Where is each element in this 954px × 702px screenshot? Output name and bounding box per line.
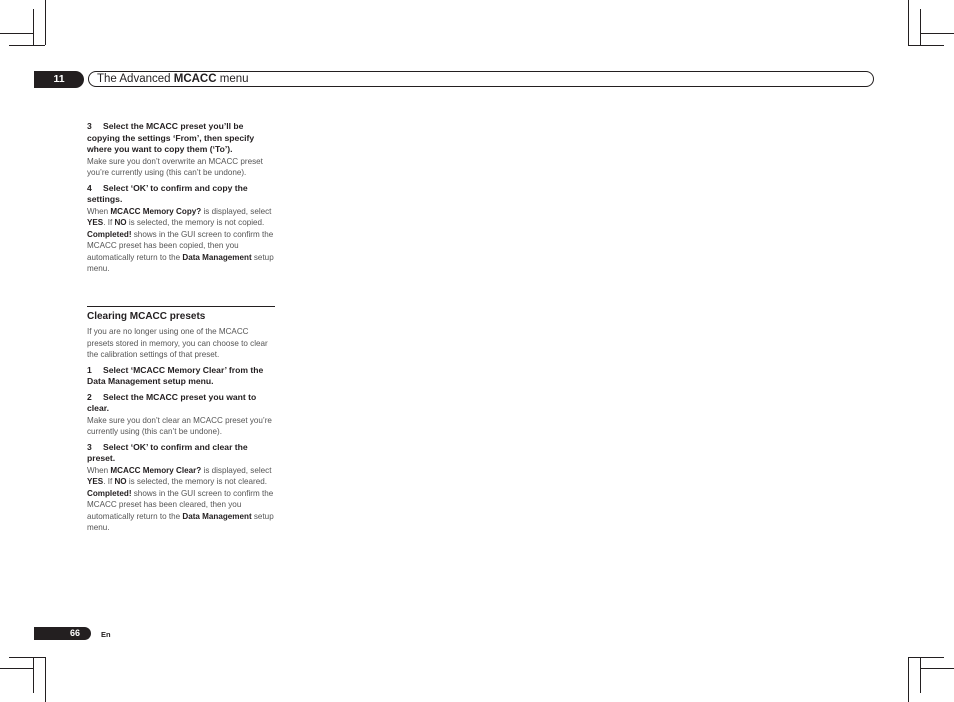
crop-mark (920, 33, 954, 34)
page-number: 66 (34, 627, 91, 640)
section-intro: If you are no longer using one of the MCACC presets stored in memory, you can choose to clear the calibration settings of that preset. (87, 327, 268, 359)
crop-mark (920, 668, 954, 669)
chapter-title: The Advanced MCACC menu (97, 73, 249, 85)
step-body: Make sure you don’t overwrite an MCACC preset you’re currently using (this can’t be undone). (87, 156, 263, 177)
section-divider (87, 306, 275, 307)
step-body: Make sure you don’t clear an MCACC preset you’re currently using (this can’t be undone). (87, 415, 272, 436)
clearing-steps (87, 326, 277, 534)
crop-mark (9, 45, 45, 46)
completed-note: Completed! shows in the GUI screen to confirm the MCACC preset has been copied, then you automatically return to the Data Management setup menu. (87, 229, 274, 273)
page-language: En (101, 630, 111, 639)
step-heading: 1 Select ‘MCACC Memory Clear’ from the Data Management setup menu. (87, 364, 264, 386)
crop-mark (0, 33, 34, 34)
crop-mark (33, 9, 34, 45)
step-heading: 3 Select ‘OK’ to confirm and clear the preset. (87, 441, 248, 463)
section-title: Clearing MCACC presets (87, 311, 206, 322)
crop-mark (920, 657, 921, 693)
crop-mark (920, 9, 921, 45)
crop-mark (9, 657, 45, 658)
copy-steps (87, 121, 277, 275)
crop-mark (45, 657, 46, 702)
step-heading: 3 Select the MCACC preset you’ll be copying the settings ‘From’, then specify where you want to copy them (‘To’). (87, 121, 255, 154)
step-body: When MCACC Memory Clear? is displayed, select YES. If NO is selected, the memory is not cleared. (87, 465, 272, 486)
completed-note: Completed! shows in the GUI screen to confirm the MCACC preset has been cleared, then you automatically return to the Data Management setup menu. (87, 488, 274, 532)
crop-mark (45, 0, 46, 45)
crop-mark (908, 657, 909, 702)
step-heading: 2 Select the MCACC preset you want to clear. (87, 391, 257, 413)
step-body: When MCACC Memory Copy? is displayed, select YES. If NO is selected, the memory is not copied. (87, 206, 272, 227)
crop-mark (0, 668, 34, 669)
step-heading: 4 Select ‘OK’ to confirm and copy the settings. (87, 182, 248, 204)
crop-mark (33, 657, 34, 693)
crop-mark (908, 45, 944, 46)
chapter-header (88, 71, 874, 87)
crop-mark (908, 657, 944, 658)
crop-mark (908, 0, 909, 45)
chapter-number: 11 (34, 71, 84, 88)
